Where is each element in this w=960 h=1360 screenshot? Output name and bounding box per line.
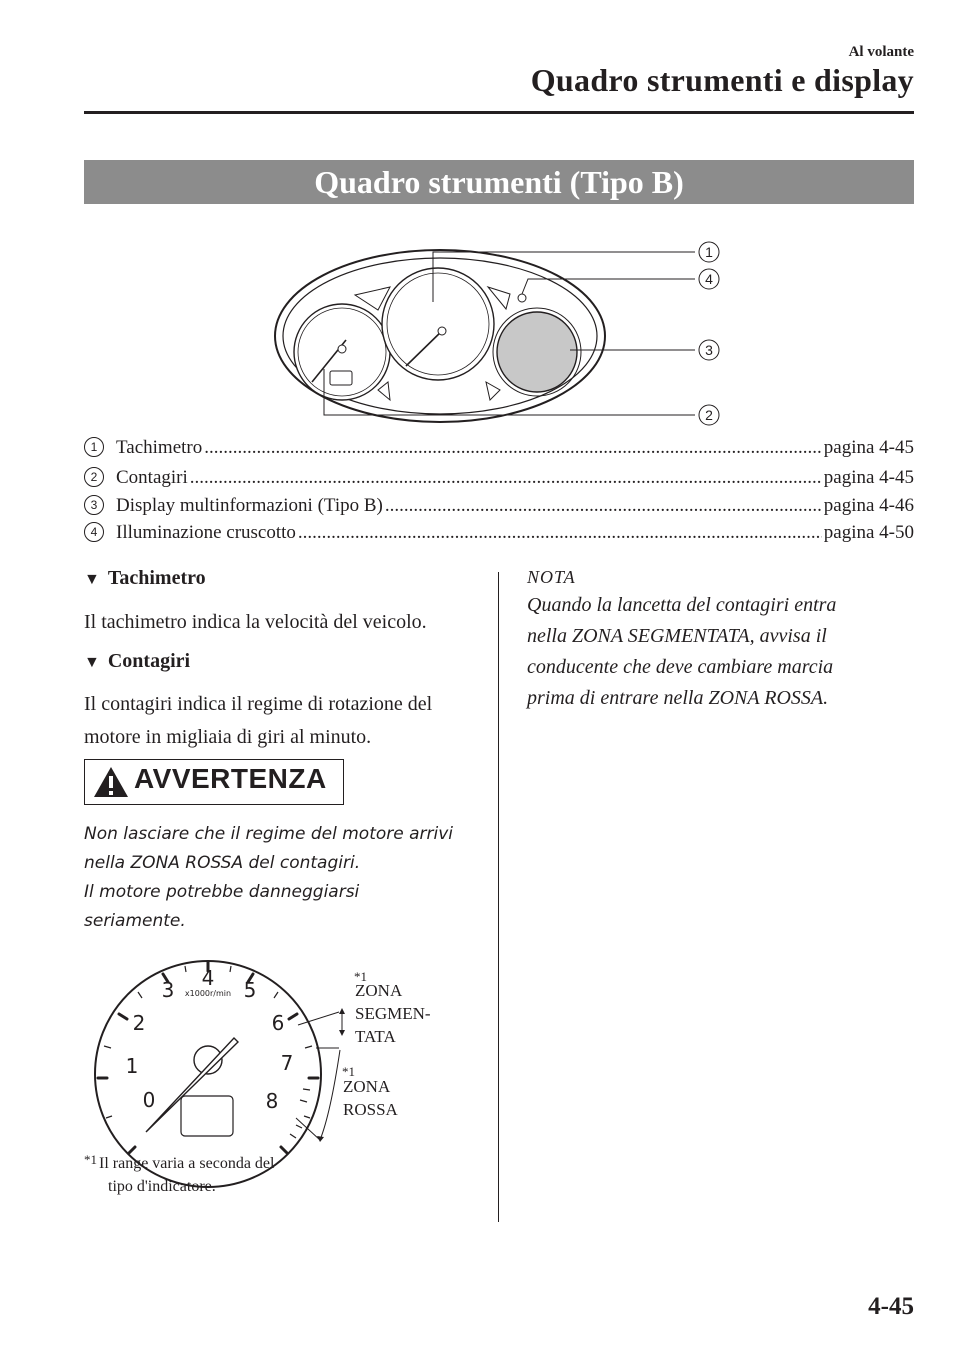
note-title: NOTA <box>527 567 576 587</box>
zone-segmented-label: ZONA SEGMEN- TATA <box>355 981 431 1046</box>
instrument-cluster-illustration <box>260 232 740 432</box>
tach-label: 5 <box>243 978 257 1002</box>
index-page: pagina 4-46 <box>823 495 914 516</box>
index-row-4 <box>84 522 914 544</box>
tachometer-display <box>330 371 352 385</box>
triangle-down-icon: ▼ <box>84 571 100 588</box>
heading-tachimetro: ▼ Tachimetro <box>84 567 206 589</box>
tach-display <box>181 1096 233 1136</box>
callout-4: 4 <box>705 271 713 287</box>
index-num: 2 <box>84 467 104 487</box>
index-page: pagina 4-45 <box>823 437 914 458</box>
warning-text: Non lasciare che il regime del motore arrivi nella ZONA ROSSA del contagiri. Il motore potrebbe danneggiarsi seriamente. <box>84 824 454 931</box>
tach-label: 1 <box>125 1054 139 1078</box>
index-row-2 <box>84 467 914 489</box>
index-page: pagina 4-45 <box>823 467 914 488</box>
tach-unit: x1000r/min <box>184 989 232 998</box>
index-label: Illuminazione cruscotto <box>116 522 296 543</box>
footnote: $^{*1}$ Il range varia a seconda del tipo d'indicatore. <box>84 1152 275 1195</box>
speedometer-gauge <box>382 268 494 380</box>
index-label: Contagiri <box>116 467 188 488</box>
index-label: Display multinformazioni (Tipo B) <box>116 495 383 516</box>
tach-label: 7 <box>280 1051 294 1075</box>
index-num: 1 <box>84 437 104 457</box>
zone-red-label: ZONA ROSSA <box>343 1077 398 1119</box>
index-page: pagina 4-50 <box>823 522 914 543</box>
warning-icon <box>92 765 130 799</box>
triangle-down-icon: ▼ <box>84 654 100 671</box>
index-row-3 <box>84 495 914 517</box>
zone-mark: *1 <box>342 1064 355 1079</box>
tachimetro-text: Il tachimetro indica la velocità del veicolo. <box>84 611 427 633</box>
illumination-knob <box>518 294 526 302</box>
index-label: Tachimetro <box>116 437 203 458</box>
section-title: Quadro strumenti e display <box>530 62 914 98</box>
callout-3: 3 <box>705 342 713 358</box>
index-num: 3 <box>84 495 104 515</box>
callout-1: 1 <box>705 244 713 260</box>
index-num: 4 <box>84 522 104 542</box>
callout-2: 2 <box>705 407 713 423</box>
tach-label: 2 <box>132 1011 146 1035</box>
column-divider <box>498 572 499 1222</box>
page-banner: Quadro strumenti (Tipo B) <box>84 160 914 204</box>
tach-label: 3 <box>161 978 175 1002</box>
tach-label: 6 <box>271 1011 285 1035</box>
header-rule <box>84 111 914 114</box>
tach-label: 8 <box>265 1089 279 1113</box>
index-row-1 <box>84 437 914 459</box>
tach-label: 4 <box>201 966 215 990</box>
warning-title: AVVERTENZA <box>134 763 327 794</box>
multi-info-display <box>497 312 577 392</box>
page-number: 4-45 <box>868 1293 914 1320</box>
zone-mark: *1 <box>354 969 367 984</box>
heading-contagiri: ▼ Contagiri <box>84 650 191 672</box>
tach-label: 0 <box>142 1088 156 1112</box>
contagiri-text: Il contagiri indica il regime di rotazione del motore in migliaia di giri al minuto. <box>84 693 433 748</box>
chapter-title: Al volante <box>848 44 914 60</box>
note-text: Quando la lancetta del contagiri entra nella ZONA SEGMENTATA, avvisa il conducente che deve cambiare marcia prima di entrare nella ZONA ROSSA. <box>527 594 837 709</box>
